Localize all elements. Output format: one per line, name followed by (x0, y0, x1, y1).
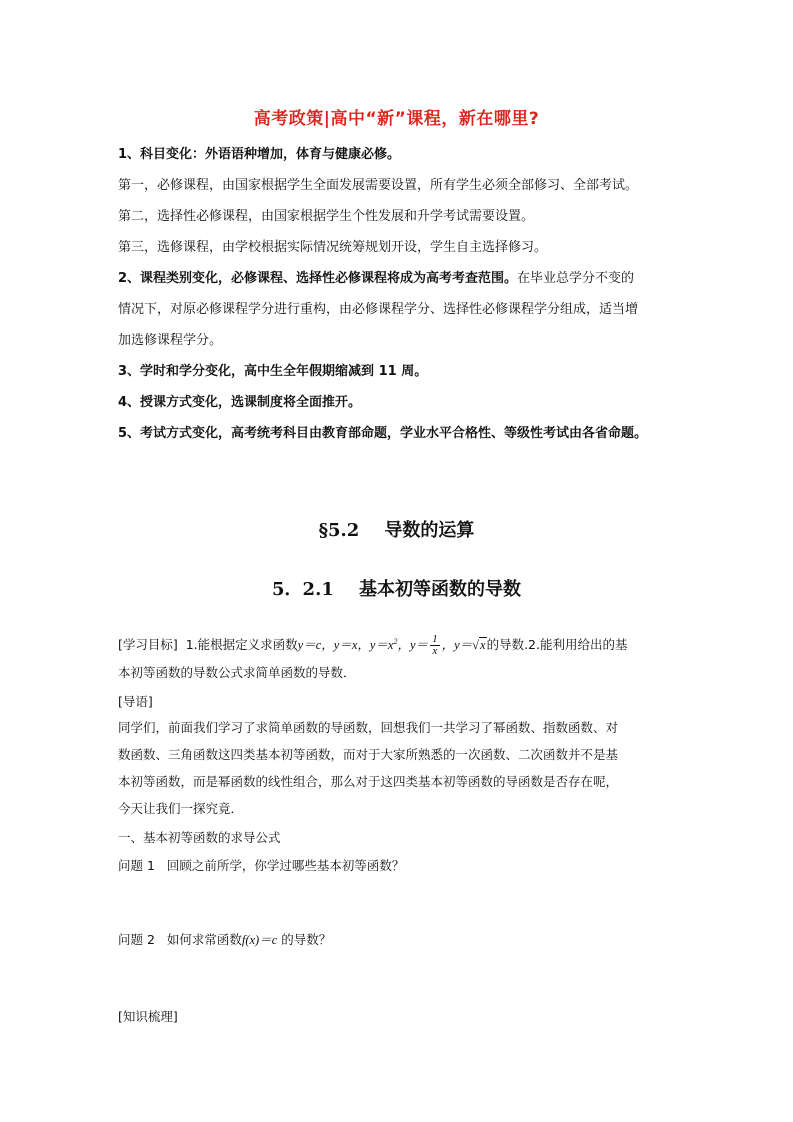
goals-line2: 本初等函数的导数公式求简单函数的导数． (118, 665, 356, 680)
intro-tag: [导语] (118, 694, 153, 709)
formula-reciprocal-fraction: $\frac{1}{x}$ (432, 633, 438, 658)
q1-text: 回顾之前所学，你学过哪些基本初等函数？ (166, 858, 405, 873)
question-2 (118, 931, 688, 949)
point2-line1 (118, 270, 688, 288)
point2-text-a: 在毕业总学分不变的 (517, 271, 635, 286)
question-1 (118, 857, 688, 875)
point3: 3、学时和学分变化，高中生全年假期缩减到 11 周。 (118, 364, 428, 379)
section-title: 导数的运算 (384, 520, 475, 541)
q2-formula: f(x)＝c (241, 933, 278, 947)
subsection-heading (0, 575, 793, 601)
learning-goals: [学习目标] 1.能根据定义求函数y＝c，y＝x，$y=x^2$，y＝ $\frac{1}{x}$ ，y＝√x的导数.2.能利用给出的基 (118, 633, 628, 658)
intro-line-2: 数函数、三角函数这四类基本初等函数，而对于大家所熟悉的一次函数、二次函数并不是基 (118, 747, 619, 762)
goals-prefix: 1.能根据定义求函数 (185, 637, 298, 653)
intro-line-1: 同学们，前面我们学习了求简单函数的导函数，回想我们一共学习了幂函数、指数函数、对 (118, 720, 619, 735)
part1-heading: 一、基本初等函数的求导公式 (118, 830, 281, 845)
point1-second: 第二，选择性必修课程，由国家根据学生个性发展和升学考试需要设置。 (118, 209, 535, 224)
subsection-title: 基本初等函数的导数 (358, 579, 521, 600)
intro-line-4: 今天让我们一探究竟． (118, 801, 244, 816)
section-number: §5.2 (318, 520, 360, 541)
q2-text-post: 的导数？ (281, 932, 332, 947)
point1-first: 第一，必修课程，由国家根据学生全面发展需要设置，所有学生必须全部修习、全部考试。 (118, 178, 639, 193)
q1-label: 问题 1 (118, 858, 155, 873)
section-heading (0, 516, 793, 542)
subsection-number: 5．2.1 (272, 579, 334, 600)
q2-label: 问题 2 (118, 932, 155, 947)
goals-suffix: 的导数.2.能利用给出的基 (486, 637, 628, 653)
goals-tag: [学习目标] (118, 637, 178, 653)
formula-identity: y＝x， (333, 638, 370, 653)
point4: 4、授课方式变化，选课制度将全面推开。 (118, 395, 362, 410)
formula-reciprocal-lhs: y＝ (410, 638, 429, 653)
intro-line-3: 本初等函数，而是幂函数的线性组合，那么对于这四类基本初等函数的导函数是否存在呢， (118, 774, 619, 789)
point5: 5、考试方式变化，高考统考科目由教育部命题，学业水平合格性、等级性考试由各省命题。 (118, 426, 648, 441)
knowledge-tag: [知识梳理] (118, 1009, 178, 1024)
formula-square: $y=x^2$， (369, 637, 410, 653)
formula-sqrt-lhs: y＝ (454, 638, 473, 653)
point1-heading: 1、科目变化：外语语种增加，体育与健康必修。 (118, 147, 401, 162)
point2-text-b: 情况下，对原必修课程学分进行重构，由必修课程学分、选择性必修课程学分组成，适当增 (118, 302, 639, 317)
q2-text-pre: 如何求常函数 (166, 932, 242, 947)
policy-title: 高考政策|高中“新”课程，新在哪里? (253, 109, 540, 129)
point2-heading: 2、课程类别变化，必修课程、选择性必修课程将成为高考考查范围。 (118, 271, 518, 286)
point1-third: 第三，选修课程，由学校根据实际情况统筹规划开设，学生自主选择修习。 (118, 240, 548, 255)
point2-text-c: 加选修课程学分。 (118, 333, 223, 348)
formula-constant: y＝c， (297, 638, 334, 653)
formula-sqrt: √x (472, 638, 486, 653)
